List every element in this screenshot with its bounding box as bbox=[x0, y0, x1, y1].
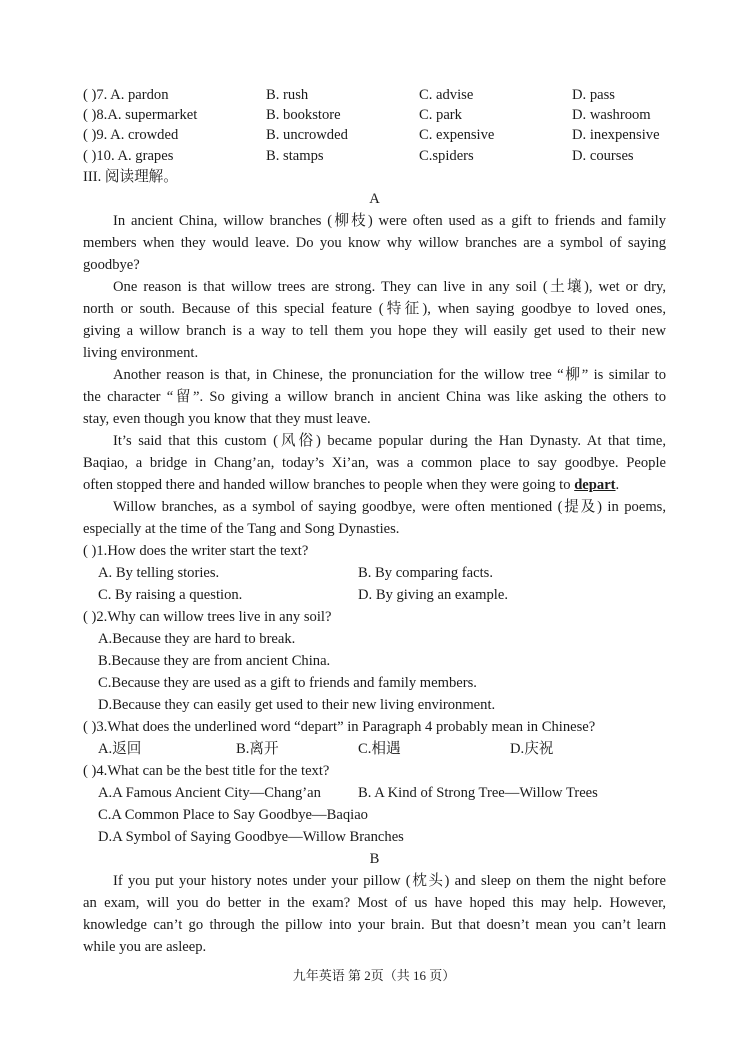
option-d: D.庆祝 bbox=[510, 741, 554, 757]
passage-a-label: A bbox=[369, 191, 380, 207]
option-b: B.离开 bbox=[236, 741, 279, 757]
option-b: B. By comparing facts. bbox=[358, 565, 493, 581]
option-d: D.A Symbol of Saying Goodbye—Willow Branches bbox=[98, 829, 404, 845]
passage-a-line: especially at the time of the Tang and Song Dynasties. bbox=[83, 521, 400, 537]
vocab-question: ( )10. A. grapes bbox=[83, 148, 174, 164]
passage-a-line: the character “留”. So giving a willow branch in ancient China was like asking the others to bbox=[83, 389, 666, 405]
option-a: A.A Famous Ancient City—Chang’an bbox=[98, 785, 321, 801]
option-c: C.Because they are used as a gift to friends and family members. bbox=[98, 675, 477, 691]
vocab-option-b: B. rush bbox=[266, 87, 309, 103]
page-footer: 九年英语 第 2页（共 16 页） bbox=[292, 968, 456, 983]
option-c: C.相遇 bbox=[358, 741, 401, 757]
question-1: ( )1.How does the writer start the text? bbox=[83, 543, 309, 559]
passage-b-line: an exam, will you do better in the exam? Most of us have hoped this may help. However, bbox=[83, 895, 666, 911]
option-c: C. By raising a question. bbox=[98, 587, 243, 603]
passage-a-line: stay, even though you know that they must leave. bbox=[83, 411, 371, 427]
option-a: A.返回 bbox=[98, 741, 142, 757]
vocab-question: ( )9. A. crowded bbox=[83, 127, 179, 143]
vocab-option-d: D. courses bbox=[572, 148, 634, 164]
passage-a-line: members when they would leave. Do you know why willow branches are a symbol of saying bbox=[83, 235, 666, 251]
vocab-option-d: D. pass bbox=[572, 87, 615, 103]
passage-b-line: knowledge can’t go through the pillow into your brain. But that doesn’t mean you can’t learn bbox=[83, 917, 666, 933]
passage-b-line: while you are asleep. bbox=[83, 939, 207, 955]
vocab-option-d: D. inexpensive bbox=[572, 127, 660, 143]
option-c: C.A Common Place to Say Goodbye—Baqiao bbox=[98, 807, 368, 823]
passage-a-line: Baqiao, a bridge in Chang’an, today’s Xi’an, was a common place to say goodbye. People bbox=[83, 455, 666, 471]
question-4: ( )4.What can be the best title for the text? bbox=[83, 763, 330, 779]
question-2: ( )2.Why can willow trees live in any soil? bbox=[83, 609, 332, 625]
underlined-word: depart bbox=[574, 477, 616, 493]
vocab-option-c: C. expensive bbox=[419, 127, 495, 143]
option-d: D.Because they can easily get used to their new living environment. bbox=[98, 697, 496, 713]
passage-b-label: B bbox=[369, 851, 380, 867]
vocab-option-d: D. washroom bbox=[572, 107, 651, 123]
vocab-option-b: B. uncrowded bbox=[266, 127, 348, 143]
passage-b-line: If you put your history notes under your pillow (枕头) and sleep on them the night before bbox=[113, 873, 666, 889]
passage-a-line: Another reason is that, in Chinese, the pronunciation for the willow tree “柳” is similar to bbox=[113, 367, 666, 383]
vocab-option-c: C. advise bbox=[419, 87, 474, 103]
section-title: III. 阅读理解。 bbox=[83, 169, 178, 185]
passage-a-line: It’s said that this custom (风俗) became popular during the Han Dynasty. At that time, bbox=[113, 433, 666, 449]
vocab-option-b: B. bookstore bbox=[266, 107, 341, 123]
passage-a-line: One reason is that willow trees are strong. They can live in any soil (土壤), wet or dry, bbox=[113, 279, 666, 295]
vocab-question: ( )8.A. supermarket bbox=[83, 107, 198, 123]
passage-a-line: Willow branches, as a symbol of saying goodbye, were often mentioned (提及) in poems, bbox=[113, 499, 666, 515]
passage-a-line: living environment. bbox=[83, 345, 199, 361]
passage-a-line: In ancient China, willow branches (柳枝) were often used as a gift to friends and family bbox=[113, 213, 666, 229]
passage-text: often stopped there and handed willow branches to people when they were going to bbox=[83, 477, 575, 493]
option-a: A.Because they are hard to break. bbox=[98, 631, 296, 647]
option-b: B. A Kind of Strong Tree—Willow Trees bbox=[358, 785, 598, 801]
option-d: D. By giving an example. bbox=[358, 587, 508, 603]
vocab-option-c: C. park bbox=[419, 107, 462, 123]
vocab-question: ( )7. A. pardon bbox=[83, 87, 169, 103]
question-3: ( )3.What does the underlined word “depart” in Paragraph 4 probably mean in Chinese? bbox=[83, 719, 596, 735]
passage-a-line: giving a willow branch is a way to tell them you hope they will easily get used to their new bbox=[83, 323, 666, 339]
passage-a-line: goodbye? bbox=[83, 257, 140, 273]
passage-text: . bbox=[615, 477, 620, 493]
passage-a-line: north or south. Because of this special feature (特征), when saying goodbye to loved ones, bbox=[83, 301, 666, 317]
vocab-option-c: C.spiders bbox=[419, 148, 474, 164]
option-b: B.Because they are from ancient China. bbox=[98, 653, 331, 669]
vocab-option-b: B. stamps bbox=[266, 148, 324, 164]
passage-a-line bbox=[83, 474, 666, 496]
option-a: A. By telling stories. bbox=[98, 565, 220, 581]
